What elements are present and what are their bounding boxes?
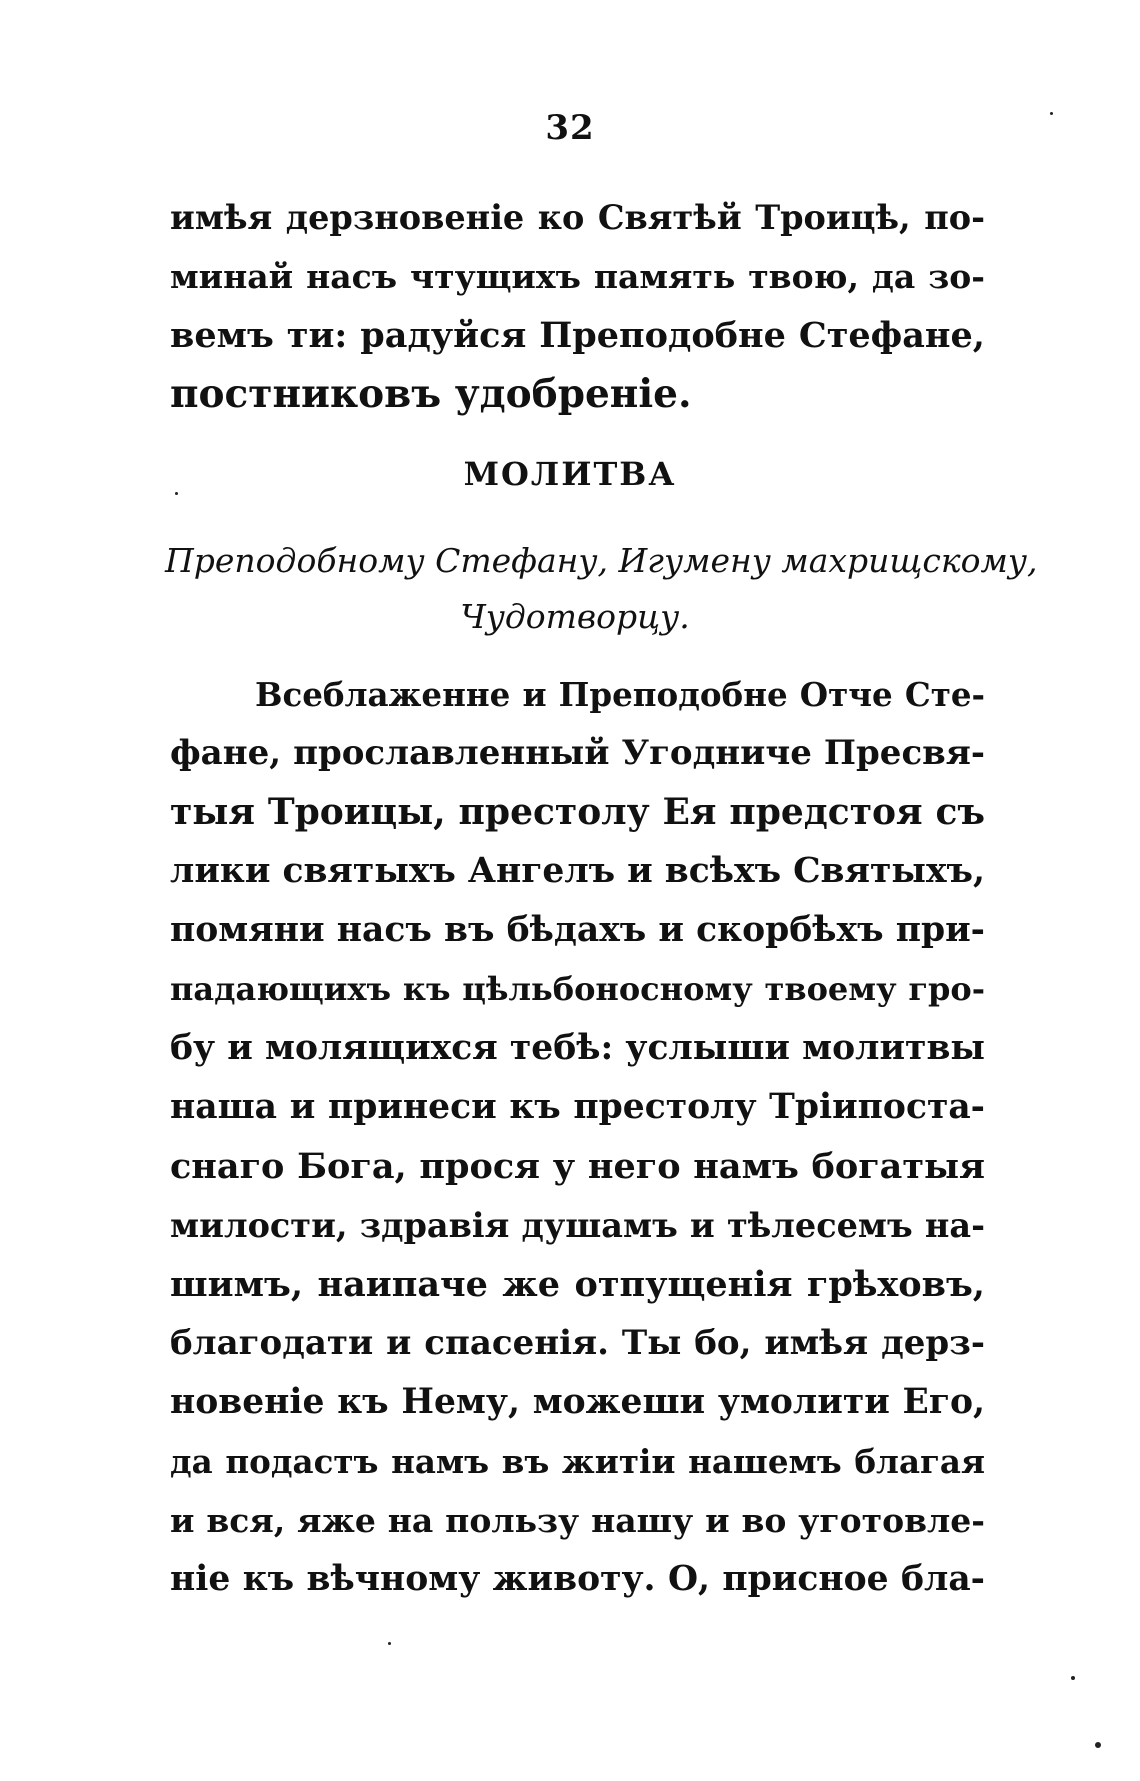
text-line: постниковъ удобреніе. (170, 371, 692, 417)
subheading-line: Преподобному Стефану, Игумену махрищскому, (165, 541, 1038, 580)
text-line: и вся, яже на пользу нашу и во уготовле- (170, 1501, 985, 1540)
scan-speck (1071, 1676, 1075, 1680)
scan-speck (1050, 112, 1053, 115)
text-line: благодати и спасенія. Ты бо, имѣя дерз- (170, 1323, 985, 1363)
section-heading: МОЛИТВА (463, 455, 677, 493)
text-line: да подастъ намъ въ житіи нашемъ благая (170, 1442, 985, 1481)
prayer-paragraph (170, 665, 985, 1609)
text-line: наша и принеси къ престолу Тріипоста- (170, 1087, 985, 1127)
intro-paragraph (170, 188, 985, 424)
text-line: падающихъ къ цѣльбоносному твоему гро- (170, 970, 985, 1008)
text-line: шимъ, наипаче же отпущенія грѣховъ, (170, 1264, 985, 1305)
text-line: лики святыхъ Ангелъ и всѣхъ Святыхъ, (170, 851, 985, 891)
text-line: имѣя дерзновеніе ко Святѣй Троицѣ, по- (170, 198, 985, 237)
scan-speck (388, 1642, 391, 1645)
text-line: вемъ ти: радуйся Преподобне Стефане, (170, 315, 985, 356)
text-line: тыя Троицы, престолу Ея предстоя съ (170, 791, 985, 833)
section-subheading (165, 533, 1038, 645)
scan-speck (1095, 1742, 1101, 1748)
text-line: фане, прославленный Угодниче Пресвя- (170, 733, 985, 773)
page-number: 32 (545, 108, 595, 148)
text-line: минай насъ чтущихъ память твою, да зо- (170, 257, 985, 296)
text-line: новеніе къ Нему, можеши умолити Его, (170, 1382, 985, 1422)
text-line: милости, здравія душамъ и тѣлесемъ на- (170, 1206, 985, 1245)
text-line: Всеблаженне и Преподобне Отче Сте- (255, 675, 985, 714)
text-line: снаго Бога, прося у него намъ богатыя (170, 1146, 985, 1187)
scan-speck (175, 492, 178, 495)
subheading-line: Чудотворцу. (460, 597, 690, 636)
text-line: помяни насъ въ бѣдахъ и скорбѣхъ при- (170, 910, 985, 950)
text-line: бу и молящихся тебѣ: услыши молитвы (170, 1028, 985, 1068)
text-line: ніе къ вѣчному животу. О, присное бла- (170, 1559, 985, 1599)
